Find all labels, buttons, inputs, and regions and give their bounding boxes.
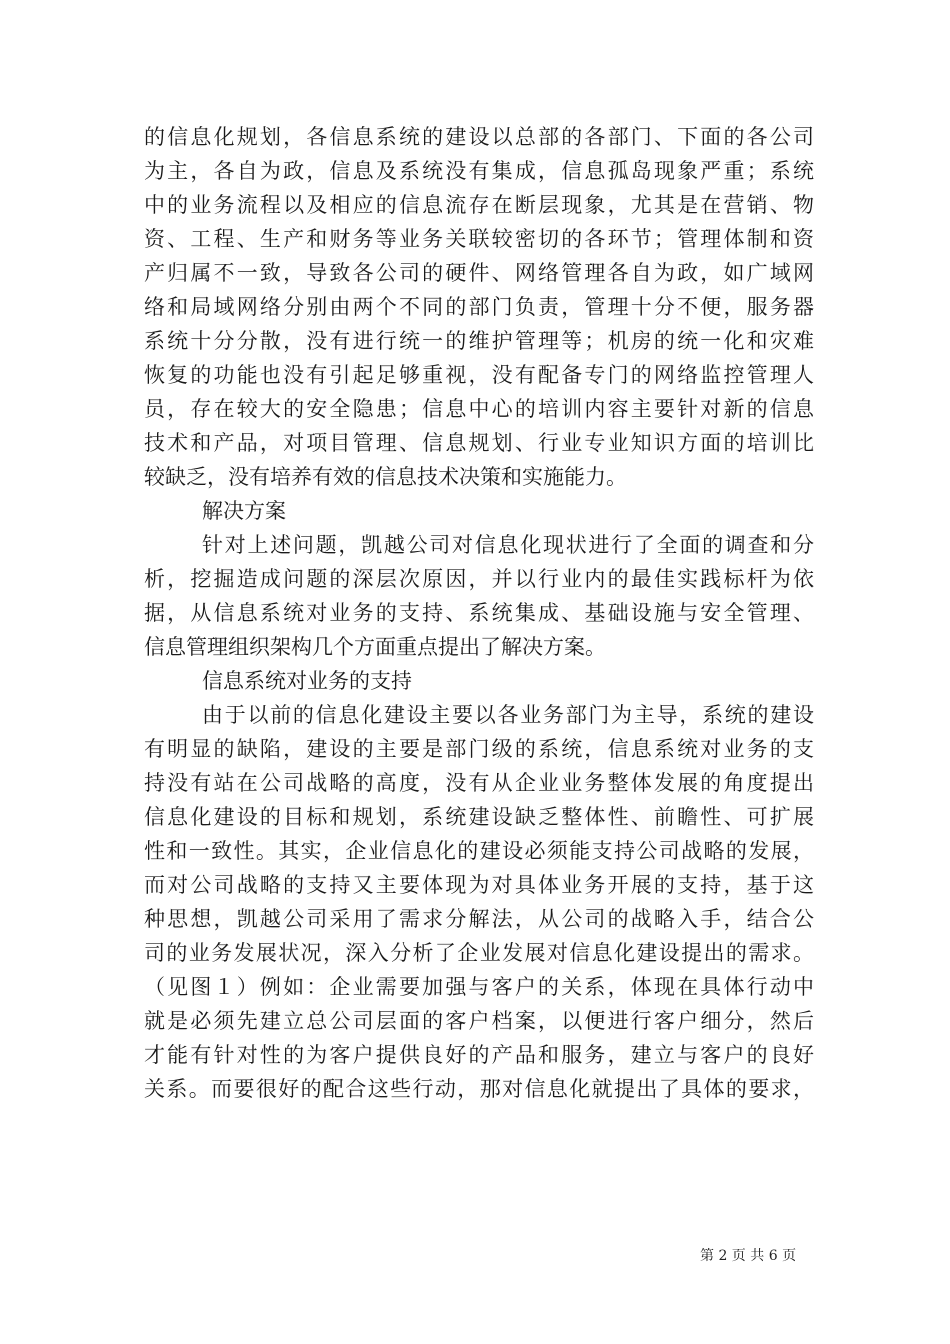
text-line: （见图１）例如：企业需要加强与客户的关系，体现在具体行动中	[144, 975, 814, 999]
text-line: 由于以前的信息化建设主要以各业务部门为主导，系统的建设	[202, 703, 814, 727]
section-heading-solution: 解决方案	[202, 499, 286, 523]
text-line: 针对上述问题，凯越公司对信息化现状进行了全面的调查和分	[202, 533, 814, 557]
text-line: 关系。而要很好的配合这些行动，那对信息化就提出了具体的要求，	[144, 1077, 814, 1101]
text-line: 才能有针对性的为客户提供良好的产品和服务，建立与客户的良好	[144, 1043, 814, 1067]
text-line: 而对公司战略的支持又主要体现为对具体业务开展的支持，基于这	[144, 873, 814, 897]
text-line: 恢复的功能也没有引起足够重视，没有配备专门的网络监控管理人	[144, 363, 814, 387]
text-line: 就是必须先建立总公司层面的客户档案，以便进行客户细分，然后	[144, 1009, 814, 1033]
text-line: 资、工程、生产和财务等业务关联较密切的各环节；管理体制和资	[144, 227, 814, 251]
text-line: 系统十分分散，没有进行统一的维护管理等；机房的统一化和灾难	[144, 329, 814, 353]
document-body	[144, 120, 814, 1106]
text-line: 员，存在较大的安全隐患；信息中心的培训内容主要针对新的信息	[144, 397, 814, 421]
text-line: 有明显的缺陷，建设的主要是部门级的系统，信息系统对业务的支	[144, 737, 814, 761]
text-line: 信息化建设的目标和规划，系统建设缺乏整体性、前瞻性、可扩展	[144, 805, 814, 829]
text-line: 性和一致性。其实，企业信息化的建设必须能支持公司战略的发展，	[144, 839, 814, 863]
page-number: 第 2 页 共 6 页	[700, 1248, 797, 1264]
section-heading-business-support: 信息系统对业务的支持	[202, 669, 412, 693]
paragraph-business-support	[144, 698, 814, 1106]
paragraph-solution	[144, 528, 814, 664]
text-line: 种思想，凯越公司采用了需求分解法，从公司的战略入手，结合公	[144, 907, 814, 931]
text-line: 的信息化规划，各信息系统的建设以总部的各部门、下面的各公司	[144, 125, 814, 149]
text-line: 持没有站在公司战略的高度，没有从企业业务整体发展的角度提出	[144, 771, 814, 795]
text-line: 信息管理组织架构几个方面重点提出了解决方案。	[144, 635, 606, 659]
paragraph-current-problems	[144, 120, 814, 494]
text-line: 较缺乏，没有培养有效的信息技术决策和实施能力。	[144, 465, 627, 489]
text-line: 中的业务流程以及相应的信息流存在断层现象，尤其是在营销、物	[144, 193, 814, 217]
text-line: 技术和产品，对项目管理、信息规划、行业专业知识方面的培训比	[144, 431, 814, 455]
text-line: 司的业务发展状况，深入分析了企业发展对信息化建设提出的需求。	[144, 941, 814, 965]
text-line: 据，从信息系统对业务的支持、系统集成、基础设施与安全管理、	[144, 601, 814, 625]
text-line: 产归属不一致，导致各公司的硬件、网络管理各自为政，如广域网	[144, 261, 814, 285]
text-line: 析，挖掘造成问题的深层次原因，并以行业内的最佳实践标杆为依	[144, 567, 814, 591]
text-line: 为主，各自为政，信息及系统没有集成，信息孤岛现象严重；系统	[144, 159, 814, 183]
text-line: 络和局域网络分别由两个不同的部门负责，管理十分不便，服务器	[144, 295, 814, 319]
